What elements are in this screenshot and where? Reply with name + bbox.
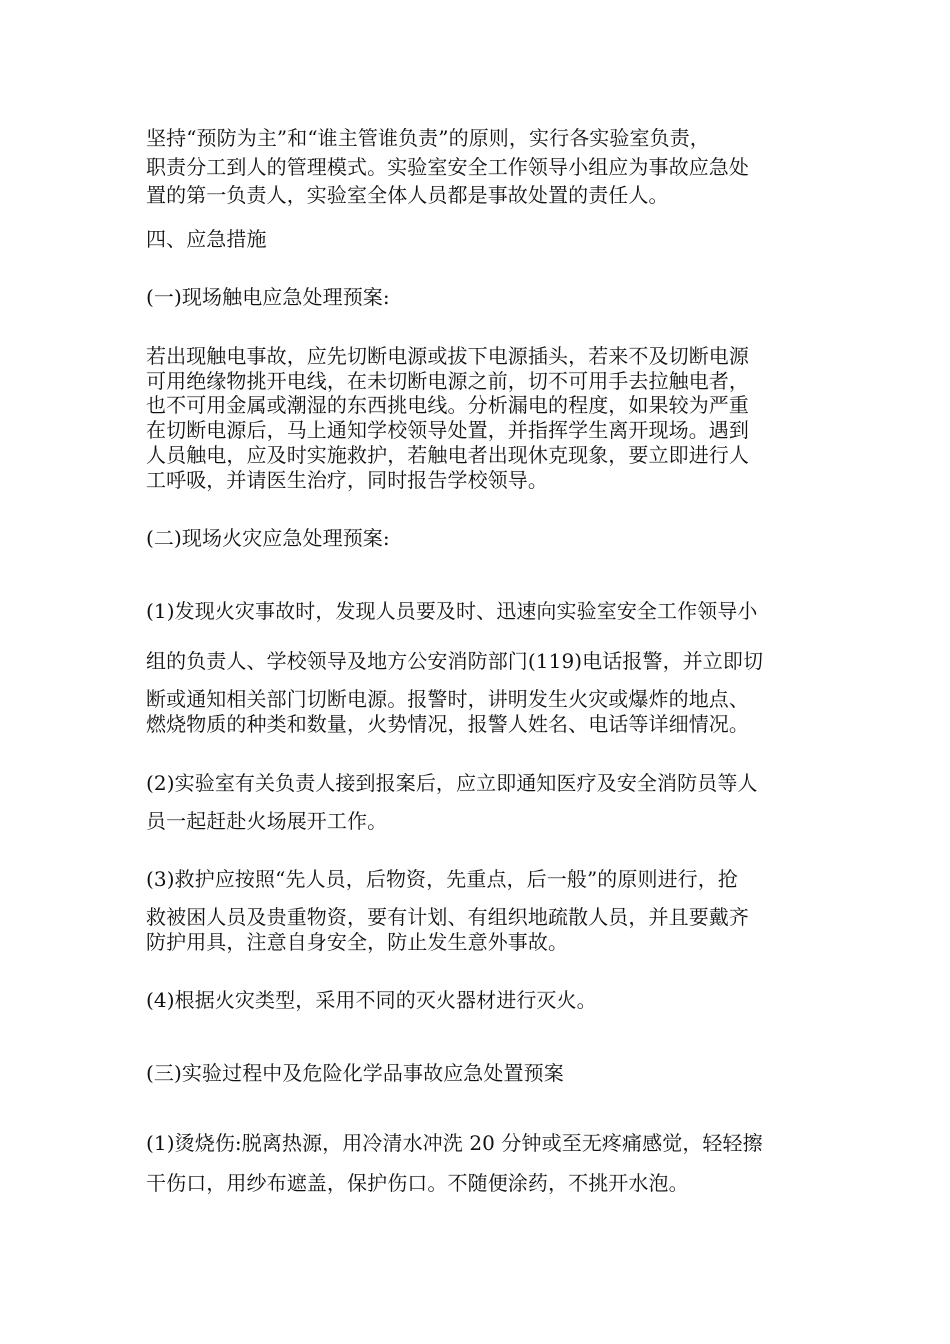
text-line: 员一起赶赴火场展开工作。	[146, 809, 388, 833]
text-line: 工呼吸，并请医生治疗，同时报告学校领导。	[146, 468, 548, 492]
text-line: 组的负责人、学校领导及地方公安消防部门(119)电话报警，并立即切	[146, 649, 764, 673]
text-line: (4)根据火灾类型，采用不同的灭火器材进行灭火。	[146, 988, 597, 1012]
text-line: (3)救护应按照“先人员，后物资，先重点，后一般”的原则进行，抢	[146, 867, 738, 891]
text-line: 若出现触电事故，应先切断电源或拔下电源插头，若来不及切断电源	[146, 344, 749, 368]
text-line: (2)实验室有关负责人接到报案后，应立即通知医疗及安全消防员等人	[146, 771, 758, 795]
subsection-heading: (三)实验过程中及危险化学品事故应急处置预案	[146, 1061, 564, 1085]
text-line: 坚持“预防为主”和“谁主管谁负责”的原则，实行各实验室负责，	[146, 126, 710, 150]
text-line: (1)发现火灾事故时，发现人员要及时、迅速向实验室安全工作领导小	[146, 599, 758, 623]
text-line: 在切断电源后，马上通知学校领导处置，并指挥学生离开现场。遇到	[146, 418, 749, 442]
text-line: 干伤口，用纱布遮盖，保护伤口。不随便涂药，不挑开水泡。	[146, 1171, 689, 1195]
subsection-heading: (二)现场火灾应急处理预案:	[146, 526, 390, 550]
text-line: 断或通知相关部门切断电源。报警时，讲明发生火灾或爆炸的地点、	[146, 687, 749, 711]
text-line: 置的第一负责人，实验室全体人员都是事故处置的责任人。	[146, 183, 669, 207]
text-line: 人员触电，应及时实施救护，若触电者出现休克现象，要立即进行人	[146, 443, 749, 467]
text-line: 职责分工到人的管理模式。实验室安全工作领导小组应为事故应急处	[146, 155, 749, 179]
text-line: 燃烧物质的种类和数量，火势情况，报警人姓名、电话等详细情况。	[146, 712, 749, 736]
subsection-heading: (一)现场触电应急处理预案:	[146, 285, 390, 309]
text-line: 防护用具，注意自身安全，防止发生意外事故。	[146, 930, 569, 954]
text-line: 救被困人员及贵重物资，要有计划、有组织地疏散人员，并且要戴齐	[146, 905, 749, 929]
text-line: 也不可用金属或潮湿的东西挑电线。分析漏电的程度，如果较为严重	[146, 393, 749, 417]
text-line: (1)烫烧伤:脱离热源，用冷清水冲洗 20 分钟或至无疼痛感觉，轻轻擦	[146, 1131, 763, 1155]
section-heading: 四、应急措施	[146, 227, 267, 251]
text-line: 可用绝缘物挑开电线，在未切断电源之前，切不可用手去拉触电者，	[146, 369, 749, 393]
